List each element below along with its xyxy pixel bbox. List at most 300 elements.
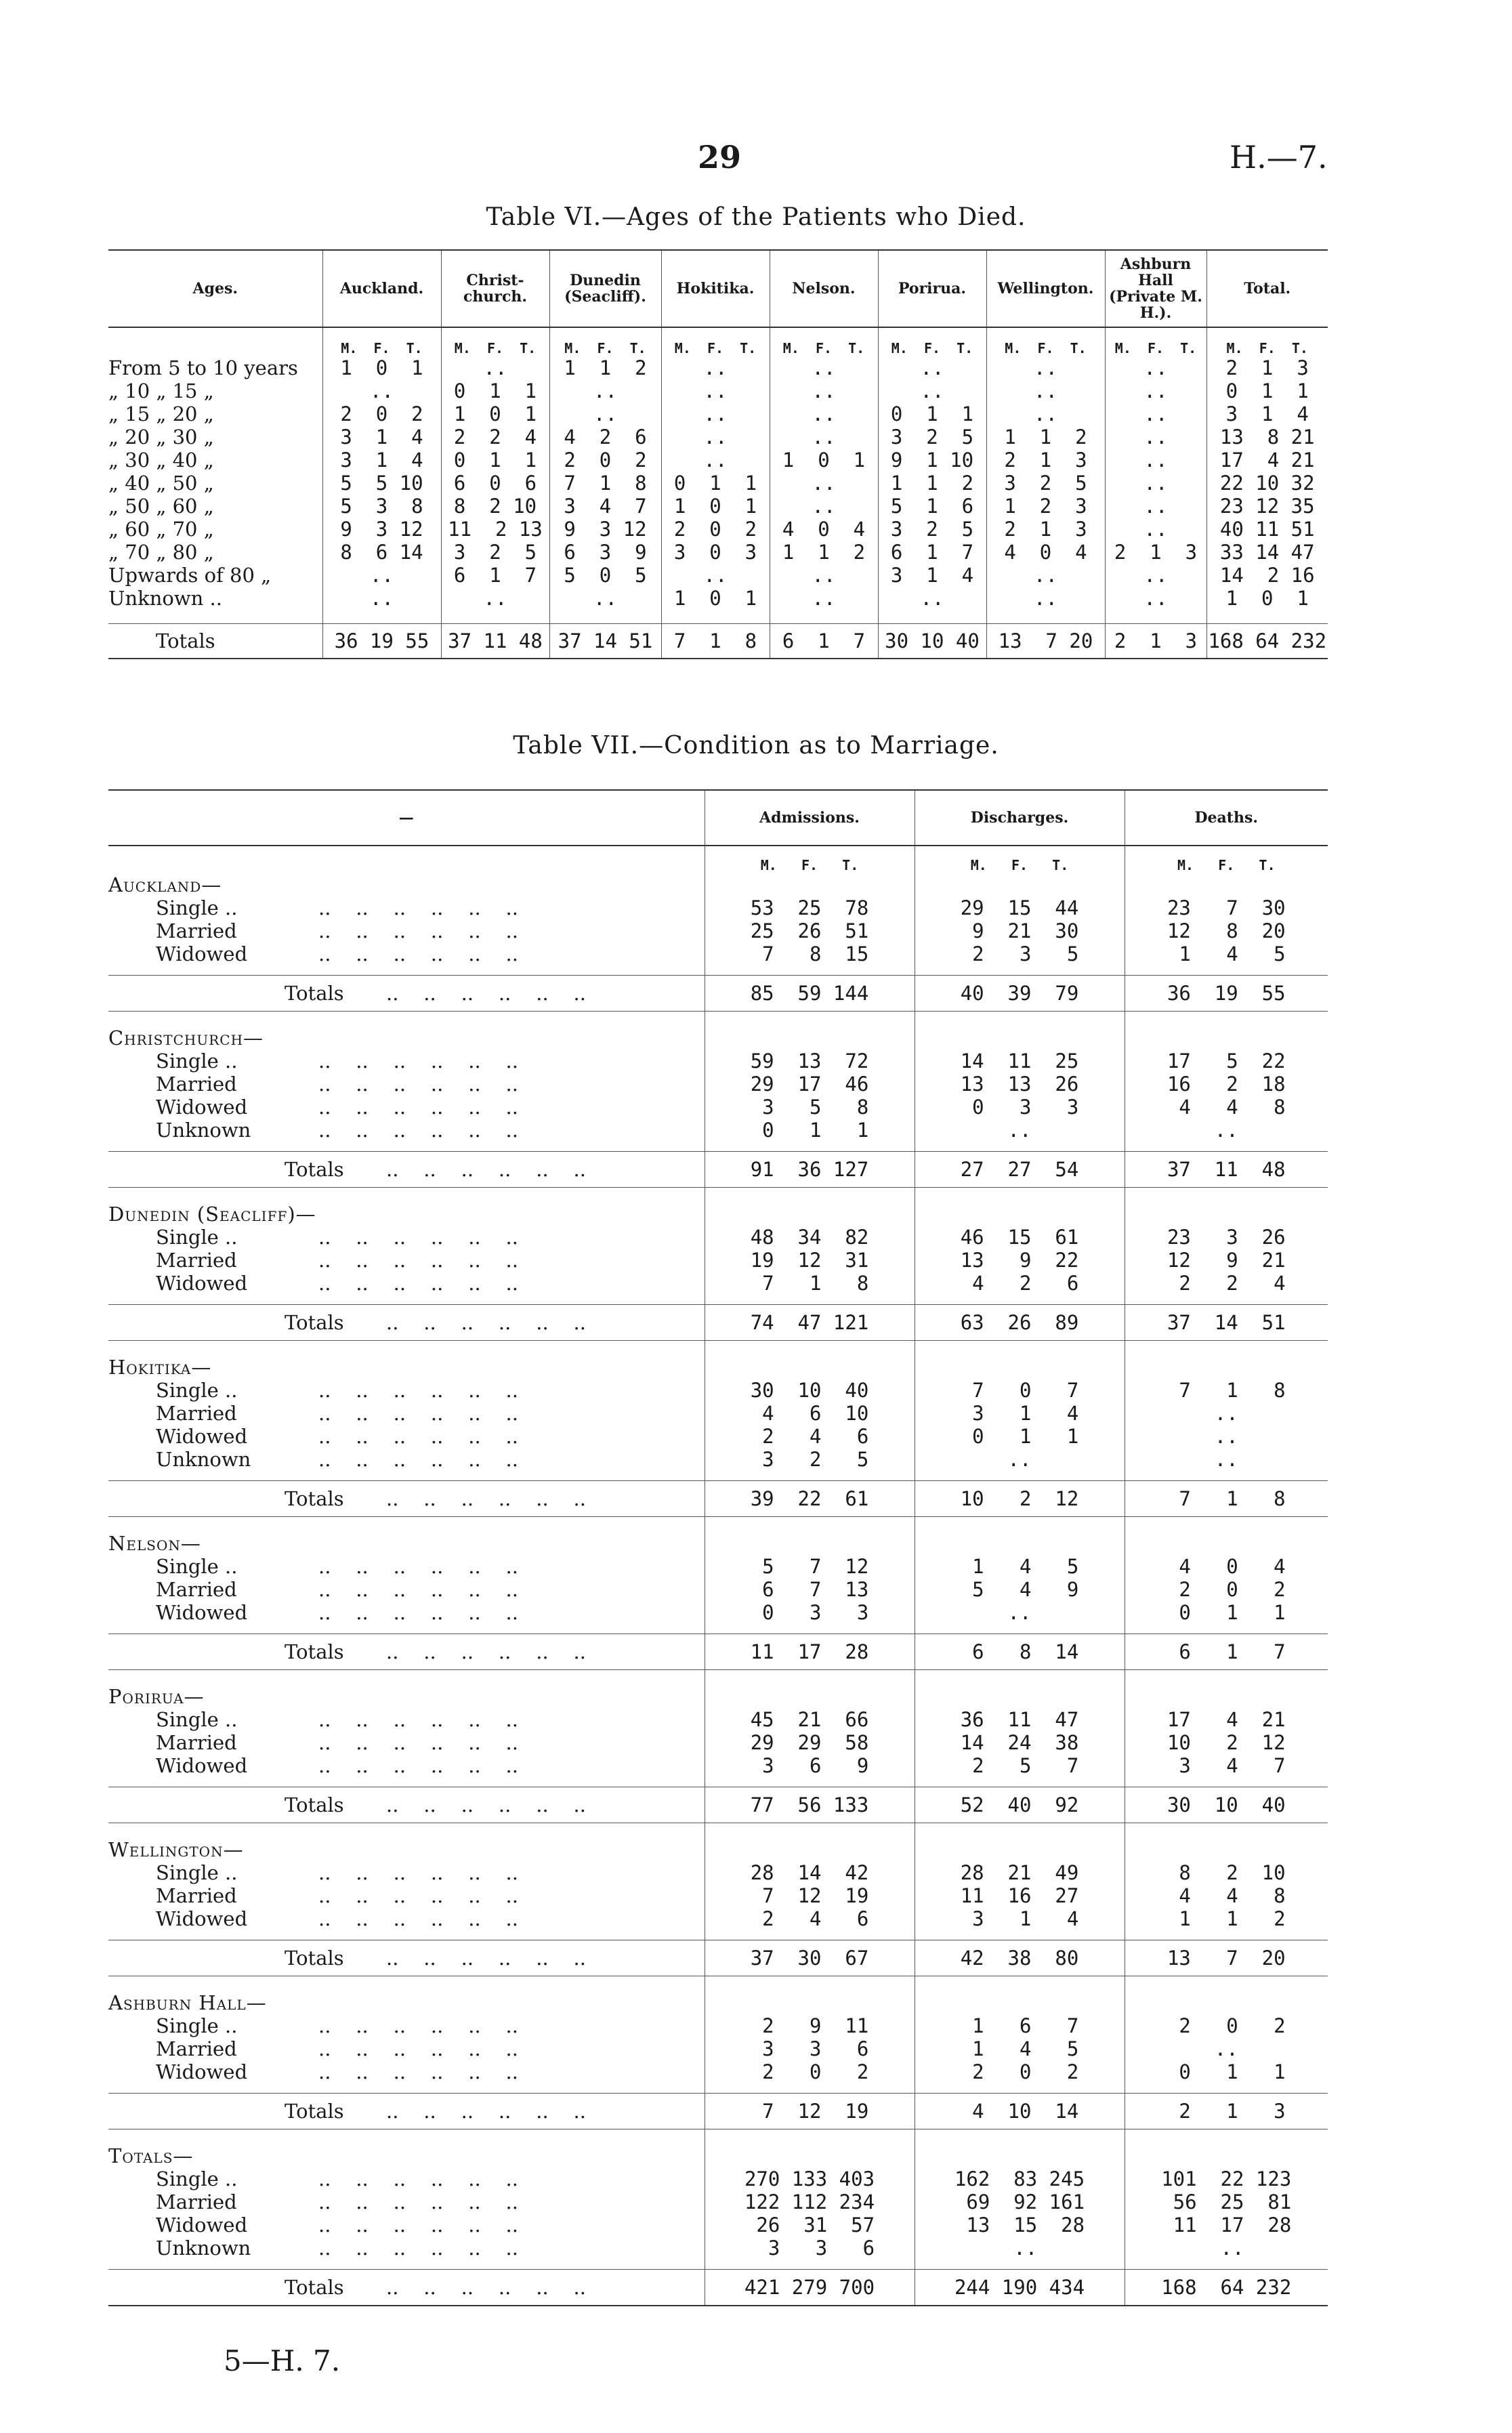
table7-row-label: Widowed: [156, 1907, 248, 1930]
table7-deaths-cell: 10 2 12: [1125, 1731, 1328, 1754]
table7-spacer: [915, 1624, 1125, 1634]
table7-admissions-cell: 3 6 9: [705, 1754, 915, 1777]
table7-discharges-cell: 36 11 47: [915, 1708, 1125, 1731]
table6-age-label: „ 10 „ 15 „: [108, 379, 214, 402]
table7-row-label: Married: [156, 1731, 237, 1754]
table7-admissions-total: 7 12 19: [705, 2094, 915, 2129]
table7-group-heading-row: [108, 1685, 1328, 1708]
table7-row-label: Single ..: [156, 2014, 238, 2037]
table6-cell: 4 2 6: [549, 425, 661, 449]
table7-discharges-cell: 28 21 49: [915, 1861, 1125, 1884]
table7-row-label: Married: [156, 1073, 237, 1096]
table7-row-label-cell: [108, 942, 705, 965]
table6-cell: ..: [986, 587, 1105, 610]
table7-leader-dots: .. .. .. .. .. ..: [318, 2037, 518, 2060]
table7-spacer: [1125, 2260, 1328, 2270]
table7-deaths-cell: 4 4 8: [1125, 1884, 1328, 1907]
table6-age-label: „ 60 „ 70 „: [108, 518, 214, 541]
table7-discharges-cell: 13 13 26: [915, 1073, 1125, 1096]
table7-empty: [915, 1356, 1125, 1379]
table6-cell: ..: [661, 449, 770, 472]
table7-spacer: [705, 1517, 915, 1533]
table7-deaths-cell: 2 0 2: [1125, 2014, 1328, 2037]
table6-age-label: Upwards of 80 „: [108, 564, 272, 587]
table7-row-label-cell: [108, 1578, 705, 1601]
table7-deaths-cell: 17 5 22: [1125, 1049, 1328, 1073]
table7-deaths-total: 7 1 8: [1125, 1481, 1328, 1517]
table7-discharges-cell: ..: [915, 1119, 1125, 1142]
table7-row: [108, 1448, 1328, 1471]
table7-discharges-cell: 69 92 161: [915, 2190, 1125, 2213]
table6-cell: ..: [1105, 587, 1206, 610]
table7-row-label-cell: [108, 919, 705, 942]
table7-spacer-row: [108, 1142, 1328, 1152]
table6-cell: 2 1 3: [1105, 541, 1206, 564]
table7-row: [108, 1708, 1328, 1731]
table7-empty: [915, 873, 1125, 896]
table7-row-label: Unknown: [156, 2237, 251, 2260]
table6-cell: 2 0 2: [661, 518, 770, 541]
table7-leader-dots: .. .. .. .. .. ..: [386, 1158, 586, 1181]
table6-ages-of-patients-died: [108, 249, 1328, 659]
table7-deaths-cell: 2 2 4: [1125, 1272, 1328, 1295]
table7-spacer: [108, 2129, 705, 2145]
table7-discharges-cell: 13 15 28: [915, 2213, 1125, 2237]
table7-spacer: [108, 1012, 705, 1027]
table7-group-heading-row: [108, 1356, 1328, 1379]
table7-deaths-cell: 8 2 10: [1125, 1861, 1328, 1884]
table7-totals-label-cell: [108, 2270, 705, 2306]
table7-totals-label-cell: [108, 1787, 705, 1823]
table7-discharges-cell: 0 3 3: [915, 1096, 1125, 1119]
table7-group-name: Ashburn Hall—: [108, 1991, 267, 2014]
table7-leader-dots: .. .. .. .. .. ..: [318, 1379, 518, 1402]
table6-cell: 17 4 21: [1206, 449, 1328, 472]
table6-mft-label: M. F. T.: [878, 327, 986, 356]
table6-mft-label: M. F. T.: [986, 327, 1105, 356]
table7-discharges-cell: 162 83 245: [915, 2167, 1125, 2190]
table7-discharges-total: 42 38 80: [915, 1940, 1125, 1976]
page-number: 29: [698, 139, 742, 175]
table7-row-label-cell: [108, 896, 705, 919]
table7-mft-blank: [108, 846, 705, 873]
table6-cell: 1 1 2: [986, 425, 1105, 449]
table7-totals-row: [108, 1305, 1328, 1341]
table6-total-cell: 2 1 3: [1105, 624, 1206, 659]
table7-row: [108, 919, 1328, 942]
table7-empty: [915, 1026, 1125, 1049]
table7-admissions-cell: 3 2 5: [705, 1448, 915, 1471]
table7-row-label: Married: [156, 1249, 237, 1272]
table6-spacer-row: [108, 610, 1328, 624]
table7-spacer: [705, 1670, 915, 1686]
table6-cell: 2 2 4: [441, 425, 549, 449]
table7-totals-label-cell: [108, 1152, 705, 1188]
table7-spacer: [1125, 1341, 1328, 1356]
table7-spacer: [108, 1823, 705, 1839]
table6-cell: 6 1 7: [878, 541, 986, 564]
table6-mft-label: M. F. T.: [322, 327, 441, 356]
table7-spacer: [915, 2260, 1125, 2270]
table6-row: [108, 495, 1328, 518]
table7-deaths-cell: 11 17 28: [1125, 2213, 1328, 2237]
table7-row: [108, 1272, 1328, 1295]
table6-cell: ..: [770, 379, 878, 402]
table7-leader-dots: .. .. .. .. .. ..: [318, 1861, 518, 1884]
table7-group-name: Wellington—: [108, 1838, 244, 1861]
table6-cell: 3 2 5: [441, 541, 549, 564]
table7-discharges-total: 4 10 14: [915, 2094, 1125, 2129]
table7-row-label-cell: [108, 2237, 705, 2260]
table7-deaths-cell: 12 9 21: [1125, 1249, 1328, 1272]
table7-admissions-cell: 3 5 8: [705, 1096, 915, 1119]
table7-admissions-total: 39 22 61: [705, 1481, 915, 1517]
table6-total-cell: 37 14 51: [549, 624, 661, 659]
table6-totals-row: [108, 624, 1328, 659]
table7-spacer-row: [108, 1295, 1328, 1305]
table6-total-cell: 30 10 40: [878, 624, 986, 659]
table6-total-cell: 36 19 55: [322, 624, 441, 659]
table7-spacer: [705, 965, 915, 976]
table7-admissions-cell: 3 3 6: [705, 2237, 915, 2260]
table6-spacer: [770, 610, 878, 624]
table7-discharges-cell: 9 21 30: [915, 919, 1125, 942]
table7-group-name: Dunedin (Seacliff)—: [108, 1203, 316, 1226]
table7-totals-label: Totals: [285, 1640, 344, 1663]
table7-spacer-row: [108, 965, 1328, 976]
table7-spacer: [915, 1930, 1125, 1940]
table7-leader-dots: .. .. .. .. .. ..: [318, 896, 518, 919]
table6-age-label: „ 30 „ 40 „: [108, 449, 214, 472]
table7-group-gap: [108, 1976, 1328, 1992]
table7-admissions-cell: 29 29 58: [705, 1731, 915, 1754]
table6-spacer: [1105, 610, 1206, 624]
table7-spacer: [915, 1341, 1125, 1356]
table6-row: [108, 472, 1328, 495]
table6-age-label: „ 70 „ 80 „: [108, 541, 214, 564]
table6-cell: ..: [1105, 564, 1206, 587]
table6-row: [108, 518, 1328, 541]
table7-spacer: [108, 1670, 705, 1686]
table6-cell: ..: [986, 379, 1105, 402]
table7-admissions-cell: 2 4 6: [705, 1425, 915, 1448]
table7-spacer: [915, 1142, 1125, 1152]
table6-cell: 1 1 2: [770, 541, 878, 564]
table7-admissions-cell: 30 10 40: [705, 1379, 915, 1402]
table7-deaths-cell: 0 1 1: [1125, 2060, 1328, 2083]
table7-leader-dots: .. .. .. .. .. ..: [386, 2276, 586, 2299]
table7-deaths-total: 168 64 232: [1125, 2270, 1328, 2306]
table7-spacer: [705, 1012, 915, 1027]
table6-cell: 2 0 2: [549, 449, 661, 472]
table6-cell: 4 0 4: [770, 518, 878, 541]
table7-row: [108, 1096, 1328, 1119]
table7-group-heading-row: [108, 1026, 1328, 1049]
table7-row-label-cell: [108, 1379, 705, 1402]
table6-cell: 6 1 7: [441, 564, 549, 587]
table7-deaths-cell: 2 0 2: [1125, 1578, 1328, 1601]
table7-deaths-total: 13 7 20: [1125, 1940, 1328, 1976]
table7-condition-as-to-marriage: [108, 789, 1328, 2306]
table7-spacer: [1125, 1930, 1328, 1940]
table6-cell: 5 5 10: [322, 472, 441, 495]
table7-row-label-cell: [108, 1731, 705, 1754]
table7-spacer: [705, 1142, 915, 1152]
table7-spacer: [915, 2129, 1125, 2145]
table7-row: [108, 2060, 1328, 2083]
table7-deaths-cell: 1 1 2: [1125, 1907, 1328, 1930]
table6-total-cell: 13 7 20: [986, 624, 1105, 659]
table6-cell: 2 1 3: [986, 449, 1105, 472]
table7-group-heading-row: [108, 1203, 1328, 1226]
table7-spacer: [915, 1976, 1125, 1992]
table7-group-heading-row: [108, 1991, 1328, 2014]
table7-admissions-cell: 2 9 11: [705, 2014, 915, 2037]
table6-cell: ..: [770, 564, 878, 587]
table7-admissions-cell: 3 3 6: [705, 2037, 915, 2060]
table6-cell: ..: [1105, 449, 1206, 472]
table6-spacer: [549, 610, 661, 624]
table7-deaths-cell: ..: [1125, 1448, 1328, 1471]
table6-column-header: Nelson.: [770, 250, 878, 327]
table6-cell: ..: [549, 402, 661, 425]
table6-cell: 23 12 35: [1206, 495, 1328, 518]
table7-group-name: Nelson—: [108, 1532, 201, 1555]
table7-empty: [915, 1203, 1125, 1226]
footer-code: 5—H. 7.: [224, 2344, 341, 2377]
table6-cell: ..: [441, 356, 549, 379]
table7-leader-dots: .. .. .. .. .. ..: [318, 1096, 518, 1119]
table7-spacer: [1125, 1777, 1328, 1787]
table7-row-label: Single ..: [156, 896, 238, 919]
table7-spacer: [108, 1777, 705, 1787]
table6-row: [108, 356, 1328, 379]
table7-column-header: Admissions.: [705, 790, 915, 846]
table7-spacer: [108, 1930, 705, 1940]
table6-cell: 3 0 3: [661, 541, 770, 564]
table6-cell: ..: [441, 587, 549, 610]
table7-discharges-cell: 14 24 38: [915, 1731, 1125, 1754]
table7-discharges-cell: 2 0 2: [915, 2060, 1125, 2083]
table7-empty: [1125, 1203, 1328, 1226]
table7-spacer: [1125, 965, 1328, 976]
table7-row: [108, 1073, 1328, 1096]
table6-cell: ..: [1105, 402, 1206, 425]
table7-mft-label: M. F. T.: [705, 846, 915, 873]
table7-totals-label: Totals: [285, 1311, 344, 1334]
table6-cell: 11 2 13: [441, 518, 549, 541]
table6-cell: 3 2 5: [878, 518, 986, 541]
table7-totals-label: Totals: [285, 982, 344, 1005]
table7-spacer: [108, 1188, 705, 1203]
table7-row-label-cell: [108, 1448, 705, 1471]
table7-group-name: Porirua—: [108, 1685, 205, 1708]
table6-cell: 33 14 47: [1206, 541, 1328, 564]
table7-deaths-cell: 56 25 81: [1125, 2190, 1328, 2213]
table7-row-label: Widowed: [156, 1272, 248, 1295]
table7-deaths-cell: 7 1 8: [1125, 1379, 1328, 1402]
table6-cell: ..: [878, 356, 986, 379]
table6-cell: ..: [1105, 425, 1206, 449]
table7-empty: [705, 1203, 915, 1226]
table7-row-label: Married: [156, 2190, 237, 2213]
table6-total-cell: 37 11 48: [441, 624, 549, 659]
table7-discharges-total: 63 26 89: [915, 1305, 1125, 1341]
table6-column-header: Dunedin (Seacliff).: [549, 250, 661, 327]
table6-spacer: [986, 610, 1105, 624]
table7-row-label: Single ..: [156, 1861, 238, 1884]
table7-row-label-cell: [108, 2190, 705, 2213]
table7-deaths-cell: ..: [1125, 1119, 1328, 1142]
table7-empty: [915, 2144, 1125, 2167]
table7-row-label-cell: [108, 2167, 705, 2190]
table7-admissions-cell: 0 3 3: [705, 1601, 915, 1624]
table7-spacer: [1125, 1670, 1328, 1686]
table7-admissions-cell: 45 21 66: [705, 1708, 915, 1731]
table7-row: [108, 2190, 1328, 2213]
table7-totals-label: Totals: [285, 1158, 344, 1181]
table7-deaths-cell: 4 4 8: [1125, 1096, 1328, 1119]
table7-admissions-cell: 7 12 19: [705, 1884, 915, 1907]
table7-discharges-cell: 1 6 7: [915, 2014, 1125, 2037]
table7-discharges-total: 6 8 14: [915, 1634, 1125, 1670]
table6-cell: ..: [322, 587, 441, 610]
table7-deaths-cell: 3 4 7: [1125, 1754, 1328, 1777]
table7-admissions-cell: 6 7 13: [705, 1578, 915, 1601]
table6-mft-label: M. F. T.: [661, 327, 770, 356]
table7-totals-label-cell: [108, 976, 705, 1012]
table6-cell: ..: [549, 379, 661, 402]
table7-row-label-cell: [108, 1708, 705, 1731]
table7-admissions-cell: 7 1 8: [705, 1272, 915, 1295]
table7-leader-dots: .. .. .. .. .. ..: [318, 2167, 518, 2190]
table7-row: [108, 1226, 1328, 1249]
table7-spacer: [705, 2260, 915, 2270]
table7-discharges-cell: 5 4 9: [915, 1578, 1125, 1601]
table7-discharges-cell: ..: [915, 1601, 1125, 1624]
table7-row-label-cell: [108, 1073, 705, 1096]
table6-cell: 3 1 4: [1206, 402, 1328, 425]
table7-row: [108, 1249, 1328, 1272]
table6-total-cell: 168 64 232: [1206, 624, 1328, 659]
table6-column-header: Christ-church.: [441, 250, 549, 327]
table7-row-label: Married: [156, 1884, 237, 1907]
table6-spacer: [322, 610, 441, 624]
table7-spacer: [1125, 1517, 1328, 1533]
table7-row-label-cell: [108, 1861, 705, 1884]
table7-row-label-cell: [108, 1249, 705, 1272]
table7-row-label-cell: [108, 1049, 705, 1073]
table6-mft-label: M. F. T.: [549, 327, 661, 356]
table7-spacer: [915, 1471, 1125, 1481]
table7-leader-dots: .. .. .. .. .. ..: [386, 982, 586, 1005]
table6-spacer: [661, 610, 770, 624]
table6-cell: ..: [661, 379, 770, 402]
table7-empty: [1125, 873, 1328, 896]
table6-header-row: [108, 250, 1328, 327]
table7-row: [108, 1425, 1328, 1448]
table7-admissions-cell: 26 31 57: [705, 2213, 915, 2237]
table7-discharges-cell: ..: [915, 1448, 1125, 1471]
table7-admissions-total: 74 47 121: [705, 1305, 915, 1341]
table7-admissions-cell: 2 4 6: [705, 1907, 915, 1930]
table6-row: [108, 425, 1328, 449]
table7-group-heading-row: [108, 2144, 1328, 2167]
table6-cell: 1 0 1: [441, 402, 549, 425]
table7-empty: [705, 1838, 915, 1861]
table7-row: [108, 2014, 1328, 2037]
table6-cell: 5 0 5: [549, 564, 661, 587]
table7-leader-dots: .. .. .. .. .. ..: [386, 1793, 586, 1816]
table6-cell: 0 1 1: [1206, 379, 1328, 402]
table7-leader-dots: .. .. .. .. .. ..: [386, 1947, 586, 1970]
table6-cell: ..: [661, 564, 770, 587]
table7-deaths-cell: ..: [1125, 2237, 1328, 2260]
table7-spacer: [915, 1670, 1125, 1686]
table7-admissions-total: 85 59 144: [705, 976, 915, 1012]
table6-mft-label: M. F. T.: [1206, 327, 1328, 356]
table7-row: [108, 1731, 1328, 1754]
table7-row-label-cell: [108, 1402, 705, 1425]
table7-row-label: Widowed: [156, 942, 248, 965]
table7-leader-dots: .. .. .. .. .. ..: [318, 1601, 518, 1624]
table7-totals-label: Totals: [285, 1487, 344, 1510]
table7-group-name: Totals—: [108, 2144, 194, 2167]
table7-deaths-cell: ..: [1125, 2037, 1328, 2060]
table7-totals-label: Totals: [285, 1793, 344, 1816]
table7-deaths-cell: 23 7 30: [1125, 896, 1328, 919]
table7-group-gap: [108, 1670, 1328, 1686]
table7-spacer-row: [108, 1624, 1328, 1634]
table6-spacer: [1206, 610, 1328, 624]
table7-spacer: [108, 2260, 705, 2270]
table7-leader-dots: .. .. .. .. .. ..: [318, 1448, 518, 1471]
table7-spacer: [1125, 1976, 1328, 1992]
table7-totals-row: [108, 1940, 1328, 1976]
table6-cell: ..: [322, 564, 441, 587]
table6-column-header: Ages.: [108, 250, 322, 327]
table6-mft-label: M. F. T.: [1105, 327, 1206, 356]
table6-cell: ..: [878, 587, 986, 610]
table7-mft-row: [108, 846, 1328, 873]
table6-cell: ..: [770, 356, 878, 379]
table7-spacer: [705, 1777, 915, 1787]
table7-group-name: Hokitika—: [108, 1356, 212, 1379]
table7-totals-row: [108, 1787, 1328, 1823]
table6-spacer: [878, 610, 986, 624]
table7-deaths-cell: 101 22 123: [1125, 2167, 1328, 2190]
table6-cell: 0 1 1: [441, 449, 549, 472]
table7-row: [108, 1555, 1328, 1578]
table7-row-label-cell: [108, 1555, 705, 1578]
table7-leader-dots: .. .. .. .. .. ..: [318, 919, 518, 942]
table7-group-heading-row: [108, 1532, 1328, 1555]
table7-discharges-cell: 46 15 61: [915, 1226, 1125, 1249]
table6-cell: 40 11 51: [1206, 518, 1328, 541]
table7-group-gap: [108, 1341, 1328, 1356]
table6-cell: 3 1 4: [322, 449, 441, 472]
table6-total-cell: 7 1 8: [661, 624, 770, 659]
table7-group-gap: [108, 1188, 1328, 1203]
table7-row-label-cell: [108, 1425, 705, 1448]
table6-cell: 1 1 2: [549, 356, 661, 379]
table7-spacer: [1125, 1471, 1328, 1481]
table6-row: [108, 564, 1328, 587]
table7-row-label: Widowed: [156, 1425, 248, 1448]
table6-age-label: „ 15 „ 20 „: [108, 402, 214, 425]
table7-spacer: [915, 2083, 1125, 2094]
table6-mft-blank: [108, 327, 322, 356]
